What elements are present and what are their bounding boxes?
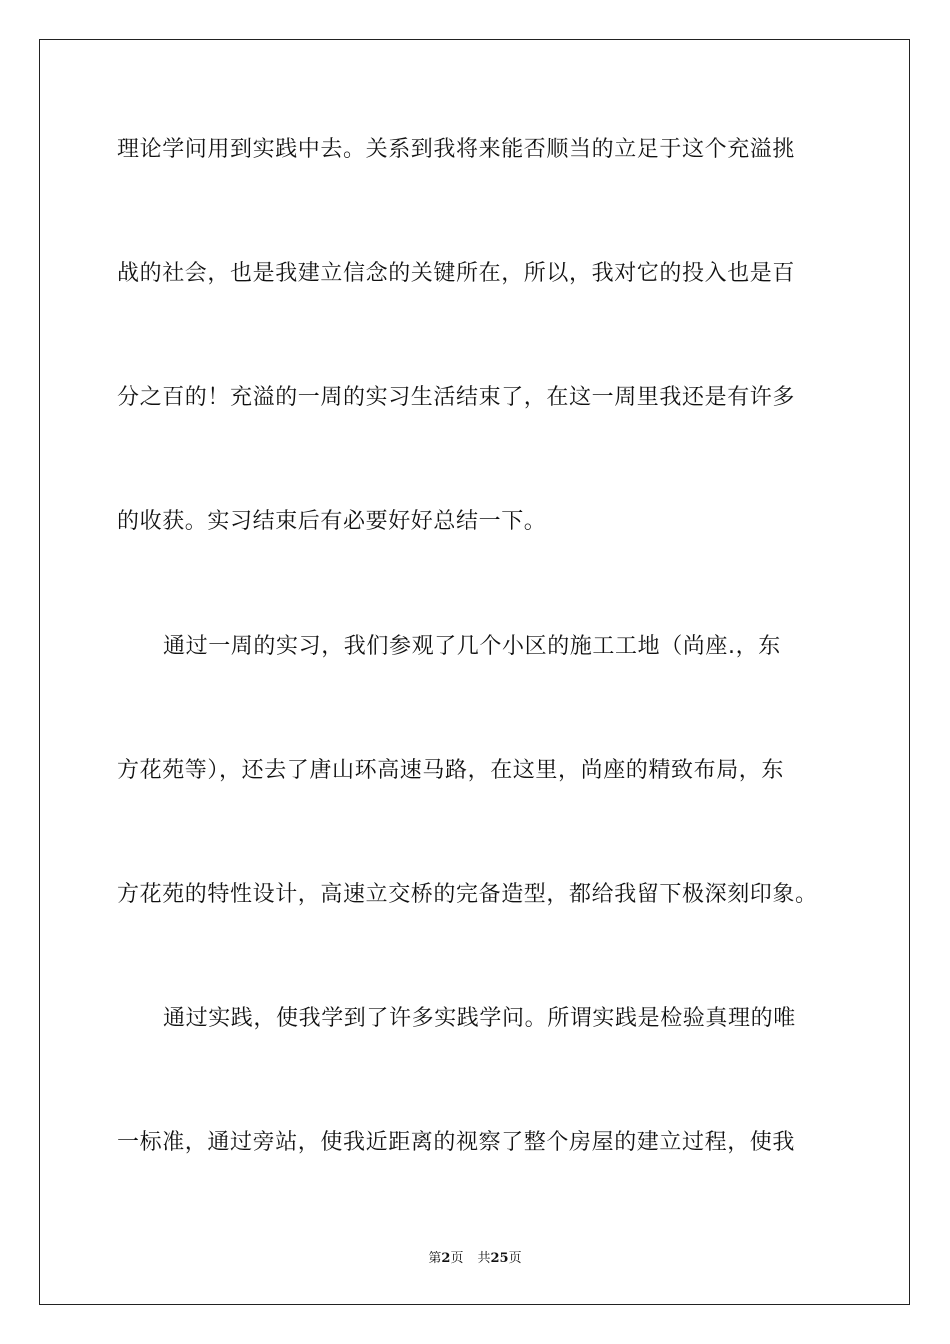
page-border [39, 39, 910, 1305]
body-text-line: 的收获。实习结束后有必要好好总结一下。 [117, 509, 547, 534]
page-prefix: 第 [428, 1251, 442, 1266]
total-suffix: 页 [508, 1251, 522, 1266]
page-number: 2 [441, 1251, 451, 1266]
body-text-line: 方花苑等），还去了唐山环高速马路，在这里，尚座的精致布局，东 [117, 758, 785, 783]
body-text-line: 理论学问用到实践中去。关系到我将来能否顺当的立足于这个充溢挑 [117, 137, 796, 162]
body-text-line: 一标准，通过旁站，使我近距离的视察了整个房屋的建立过程，使我 [117, 1130, 796, 1155]
page-suffix: 页 [450, 1251, 464, 1266]
body-text-line: 分之百的！充溢的一周的实习生活结束了，在这一周里我还是有许多 [117, 385, 796, 410]
page-footer [0, 1247, 950, 1266]
total-pages: 25 [490, 1251, 509, 1266]
total-prefix: 共 [477, 1251, 491, 1266]
body-text-line: 方花苑的特性设计，高速立交桥的完备造型，都给我留下极深刻印象。 [117, 882, 818, 907]
paragraph-first-line: 通过一周的实习，我们参观了几个小区的施工工地（尚座.，东 [163, 634, 781, 659]
paragraph-first-line: 通过实践，使我学到了许多实践学问。所谓实践是检验真理的唯 [163, 1006, 796, 1031]
body-text-line: 战的社会，也是我建立信念的关键所在，所以，我对它的投入也是百 [117, 261, 796, 286]
